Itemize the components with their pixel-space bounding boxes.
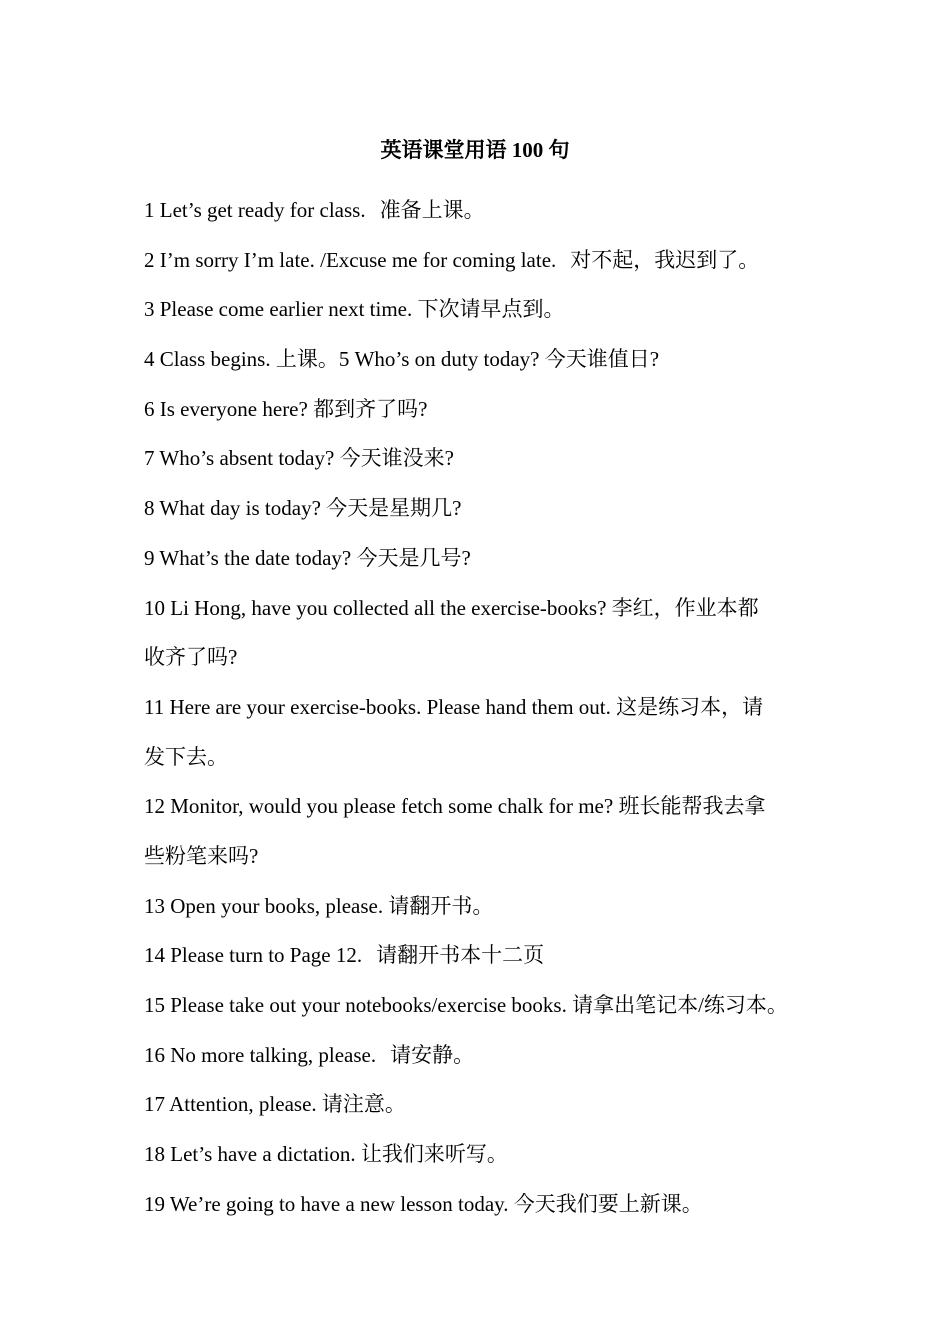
- phrase-line: [144, 1080, 824, 1130]
- phrase-chinese: 今天是星期几?: [326, 496, 462, 521]
- phrase-english: 17 Attention, please.: [144, 1092, 317, 1117]
- phrase-line: [144, 1130, 824, 1180]
- phrase-chinese: 让我们来听写。: [360, 1142, 508, 1167]
- phrase-chinese: 请安静。: [390, 1042, 475, 1067]
- phrase-line: [144, 633, 824, 683]
- phrase-english: 16 No more talking, please.: [144, 1042, 377, 1067]
- phrase-chinese: 准备上课。: [379, 198, 485, 222]
- phrase-english: 7 Who’s absent today?: [144, 446, 335, 471]
- phrase-english: 8 What day is today?: [144, 496, 321, 521]
- phrase-english: 2 I’m sorry I’m late. /Excuse me for coming late.: [144, 247, 557, 272]
- phrase-line: [144, 782, 824, 832]
- phrase-line: [144, 534, 824, 584]
- phrase-english: 18 Let’s have a dictation.: [144, 1142, 356, 1167]
- phrase-chinese: 上课。5 Who’s on duty today? 今天谁值日?: [275, 347, 660, 372]
- phrase-chinese: 班长能帮我去拿: [618, 794, 766, 819]
- phrase-english: 12 Monitor, would you please fetch some chalk for me?: [144, 794, 614, 819]
- phrase-line: [144, 484, 824, 534]
- phrase-chinese: 下次请早点到。: [417, 297, 565, 322]
- phrase-line: [144, 981, 824, 1031]
- page-title: 英语课堂用语 100 句: [380, 138, 570, 162]
- phrase-chinese: 请翻开书。: [388, 893, 494, 918]
- phrase-chinese: 李红，作业本都: [611, 595, 759, 620]
- phrase-list: [144, 186, 824, 1229]
- phrase-line: [144, 683, 824, 733]
- phrase-english: 6 Is everyone here?: [144, 396, 308, 421]
- phrase-line: [144, 335, 824, 385]
- phrase-line: [144, 385, 824, 435]
- phrase-chinese: 请翻开书本十二页: [376, 943, 545, 968]
- phrase-chinese: 请注意。: [321, 1092, 406, 1117]
- phrase-chinese: 都到齐了吗?: [313, 396, 428, 421]
- phrase-chinese: 今天我们要上新课。: [513, 1191, 703, 1216]
- phrase-english: 3 Please come earlier next time.: [144, 297, 413, 322]
- phrase-line: [144, 584, 824, 634]
- phrase-line: [144, 832, 824, 882]
- phrase-line: [144, 733, 824, 783]
- phrase-line: [144, 285, 824, 335]
- phrase-english: 15 Please take out your notebooks/exercise books.: [144, 993, 567, 1017]
- phrase-english: 1 Let’s get ready for class.: [144, 198, 366, 222]
- phrase-line: [144, 1031, 824, 1081]
- phrase-chinese: 这是练习本，请: [616, 694, 764, 719]
- phrase-english: 11 Here are your exercise-books. Please hand them out.: [144, 694, 611, 719]
- phrase-line: [144, 434, 824, 484]
- phrase-line: [144, 1180, 824, 1230]
- phrase-english: 13 Open your books, please.: [144, 893, 384, 918]
- phrase-english: 10 Li Hong, have you collected all the exercise-books?: [144, 595, 607, 620]
- phrase-english: 9 What’s the date today?: [144, 545, 352, 570]
- phrase-chinese: 些粉笔来吗?: [144, 843, 259, 868]
- phrase-chinese: 今天谁没来?: [339, 446, 454, 471]
- phrase-line: [144, 186, 824, 236]
- phrase-english: 4 Class begins.: [144, 347, 271, 372]
- phrase-line: [144, 931, 824, 981]
- phrase-line: [144, 236, 824, 286]
- phrase-english: 14 Please turn to Page 12.: [144, 943, 363, 968]
- phrase-chinese: 发下去。: [144, 744, 228, 769]
- phrase-chinese: 请拿出笔记本/练习本。: [572, 993, 788, 1017]
- phrase-chinese: 今天是几号?: [356, 545, 471, 570]
- phrase-line: [144, 882, 824, 932]
- phrase-english: 19 We’re going to have a new lesson today.: [144, 1191, 509, 1216]
- phrase-chinese: 对不起，我迟到了。: [570, 247, 760, 272]
- phrase-chinese: 收齐了吗?: [144, 645, 238, 670]
